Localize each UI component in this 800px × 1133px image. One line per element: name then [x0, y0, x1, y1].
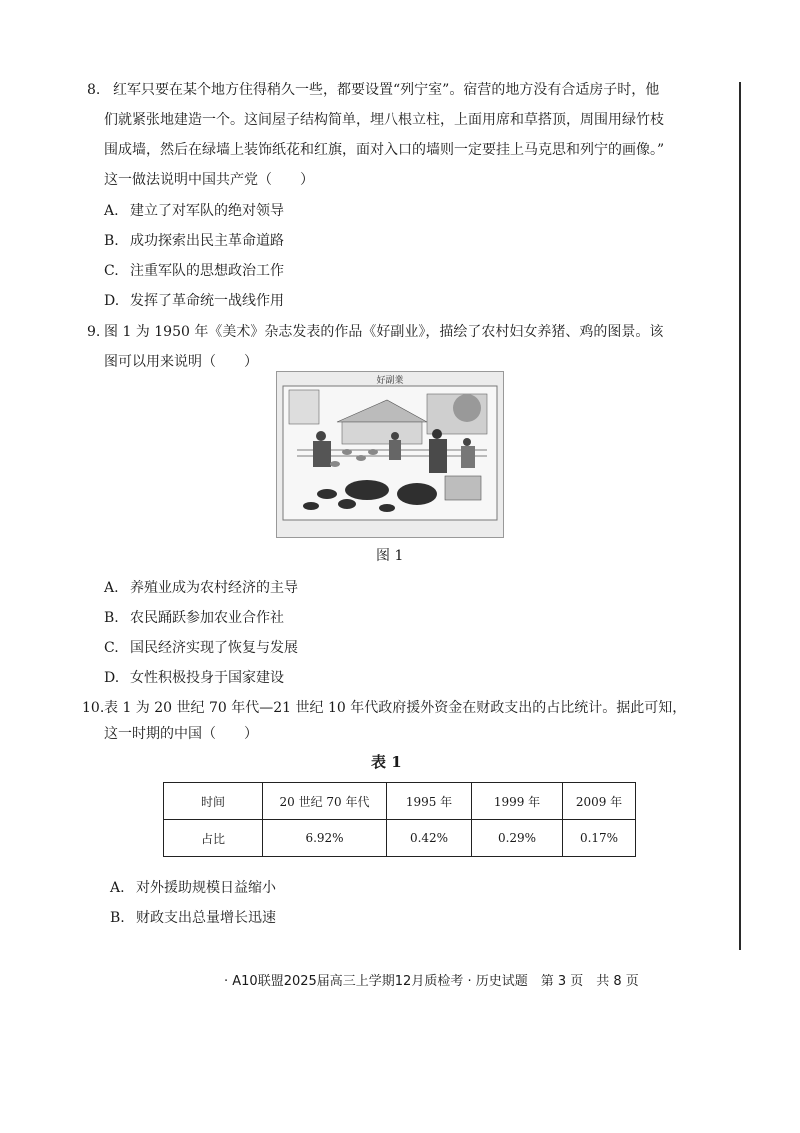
q8-option-c[interactable]: C. 注重军队的思想政治工作 [104, 263, 284, 279]
q10-option-b[interactable]: B. 财政支出总量增长迅速 [110, 910, 276, 926]
q8-option-d[interactable]: D. 发挥了革命统一战线作用 [104, 293, 284, 309]
q9-line-1 [87, 322, 663, 342]
table-header-cell: 2009 年 [563, 783, 636, 820]
q10-number: 10. [82, 700, 105, 716]
table-header-cell: 时间 [164, 783, 263, 820]
q9-number: 9. [87, 324, 101, 340]
table-header-cell: 20 世纪 70 年代 [263, 783, 387, 820]
q10-text-1: 表 1 为 20 世纪 70 年代—21 世纪 10 年代政府援外资金在财政支出的占比统计。据此可知， [104, 700, 687, 716]
q9-text-1: 图 1 为 1950 年《美术》杂志发表的作品《好副业》，描绘了农村妇女养猪、鸡的图景。该 [104, 324, 664, 340]
q8-line-2: 们就紧张地建造一个。这间屋子结构简单，埋八根立柱，上面用席和草搭顶，周围用绿竹枝 [104, 112, 664, 128]
q8-line-3: 围成墙，然后在绿墙上装饰纸花和红旗，面对入口的墙则一定要挂上马克思和列宁的画像。” [104, 142, 665, 158]
figure-good-sideline-illustration [276, 371, 504, 538]
q9-option-c[interactable]: C. 国民经济实现了恢复与发展 [104, 640, 298, 656]
table-cell: 占比 [164, 820, 263, 857]
q8-text-1: 红军只要在某个地方住得稍久一些，都要设置“列宁室”。宿营的地方没有合适房子时，他 [113, 82, 660, 98]
q10-option-a[interactable]: A. 对外援助规模日益缩小 [110, 880, 276, 896]
table-header-cell: 1995 年 [387, 783, 472, 820]
q10-line-1 [82, 698, 686, 718]
table-cell: 0.29% [472, 820, 563, 857]
table-cell: 0.42% [387, 820, 472, 857]
table-title: 表 1 [371, 753, 402, 771]
q8-option-a[interactable]: A. 建立了对军队的绝对领导 [104, 203, 284, 219]
q9-option-a[interactable]: A. 养殖业成为农村经济的主导 [104, 580, 298, 596]
table-header-row [164, 783, 636, 820]
q9-option-b[interactable]: B. 农民踊跃参加农业合作社 [104, 610, 284, 626]
table-row [164, 820, 636, 857]
figure-title: 好副業 [376, 376, 404, 386]
q10-line-2: 这一时期的中国（ ） [104, 726, 258, 742]
q8-line-1 [87, 80, 659, 100]
table-header-cell: 1999 年 [472, 783, 563, 820]
q9-option-d[interactable]: D. 女性积极投身于国家建设 [104, 670, 284, 686]
figure-artwork [277, 372, 503, 537]
page-margin-rule [739, 82, 741, 950]
table-cell: 6.92% [263, 820, 387, 857]
table-cell: 0.17% [563, 820, 636, 857]
q8-line-4: 这一做法说明中国共产党（ ） [104, 172, 314, 188]
q9-line-2: 图可以用来说明（ ） [104, 354, 258, 370]
q8-number: 8. [87, 82, 101, 98]
figure-caption: 图 1 [376, 548, 404, 564]
q8-option-b[interactable]: B. 成功探索出民主革命道路 [104, 233, 284, 249]
aid-ratio-table [163, 782, 636, 857]
page-footer: · A10联盟2025届高三上学期12月质检考 · 历史试题 第 3 页 共 8 页 [224, 974, 639, 989]
